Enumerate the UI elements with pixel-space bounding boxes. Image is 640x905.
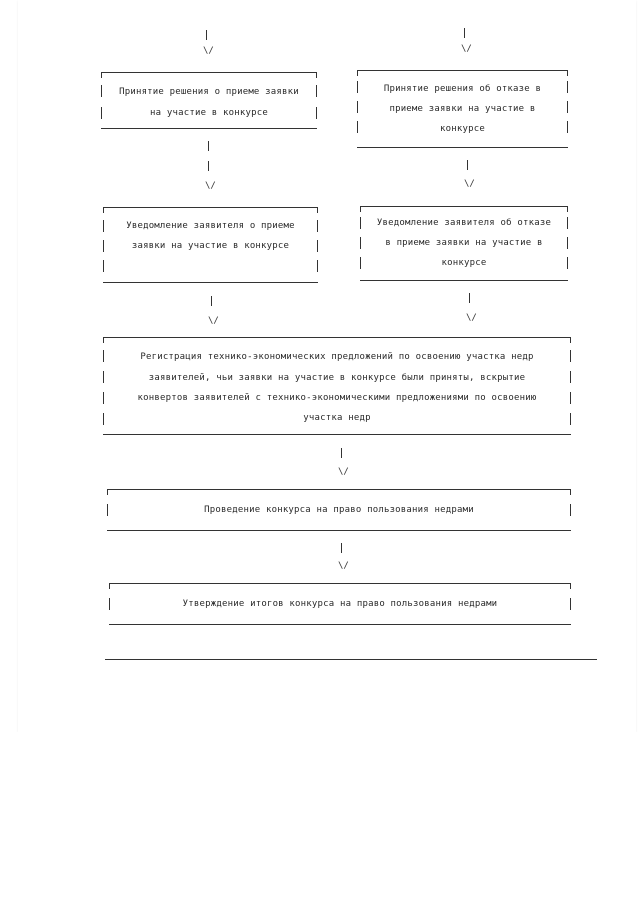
box-text-line: приеме заявки на участие в bbox=[389, 104, 536, 114]
notify-accept-box bbox=[103, 207, 318, 283]
arrow-down-icon: \/ bbox=[208, 316, 219, 326]
notify-reject-box bbox=[360, 206, 568, 281]
blank-area bbox=[0, 732, 640, 905]
arrow-down-icon: \/ bbox=[464, 179, 475, 189]
connector-line bbox=[467, 160, 468, 170]
arrow-down-icon: \/ bbox=[203, 46, 214, 56]
decision-accept-box bbox=[101, 72, 317, 129]
box-text-line: на участие в конкурсе bbox=[150, 108, 268, 118]
registration-box bbox=[103, 337, 571, 435]
box-text-line: в приеме заявки на участие в bbox=[385, 238, 543, 248]
connector-line bbox=[341, 448, 342, 458]
decision-reject-box bbox=[357, 70, 568, 148]
box-text-line: Уведомление заявителя об отказе bbox=[376, 218, 552, 228]
connector-line bbox=[211, 296, 212, 306]
box-text-line: участка недр bbox=[303, 413, 371, 423]
horizontal-rule bbox=[105, 659, 597, 660]
arrow-down-icon: \/ bbox=[205, 181, 216, 191]
arrow-down-icon: \/ bbox=[338, 467, 349, 477]
box-text-line: конвертов заявителей с технико-экономическими предложениями по освоению bbox=[137, 393, 537, 403]
box-text-line: конкурсе bbox=[440, 124, 485, 134]
box-text-line: Регистрация технико-экономических предложений по освоению участка недр bbox=[140, 352, 534, 362]
connector-line bbox=[469, 293, 470, 303]
box-text-line: конкурсе bbox=[441, 258, 487, 268]
box-text-line: заявки на участие в конкурсе bbox=[131, 241, 290, 251]
connector-line bbox=[208, 161, 209, 171]
competition-box bbox=[107, 489, 571, 531]
connector-line bbox=[206, 30, 207, 40]
connector-line bbox=[464, 28, 465, 38]
box-text-line: Уведомление заявителя о приеме bbox=[126, 221, 295, 231]
box-text-line: Утверждение итогов конкурса на право пользования недрами bbox=[182, 599, 498, 609]
arrow-down-icon: \/ bbox=[466, 313, 477, 323]
connector-line bbox=[341, 543, 342, 553]
results-box bbox=[109, 583, 571, 625]
arrow-down-icon: \/ bbox=[338, 561, 349, 571]
box-text-line: Принятие решения о приеме заявки bbox=[119, 87, 299, 97]
box-text-line: Принятие решения об отказе в bbox=[383, 84, 542, 94]
box-text-line: заявителей, чьи заявки на участие в конкурсе были приняты, вскрытие bbox=[148, 373, 526, 383]
arrow-down-icon: \/ bbox=[461, 44, 472, 54]
box-text-line: Проведение конкурса на право пользования недрами bbox=[204, 505, 474, 515]
connector-line bbox=[208, 141, 209, 151]
